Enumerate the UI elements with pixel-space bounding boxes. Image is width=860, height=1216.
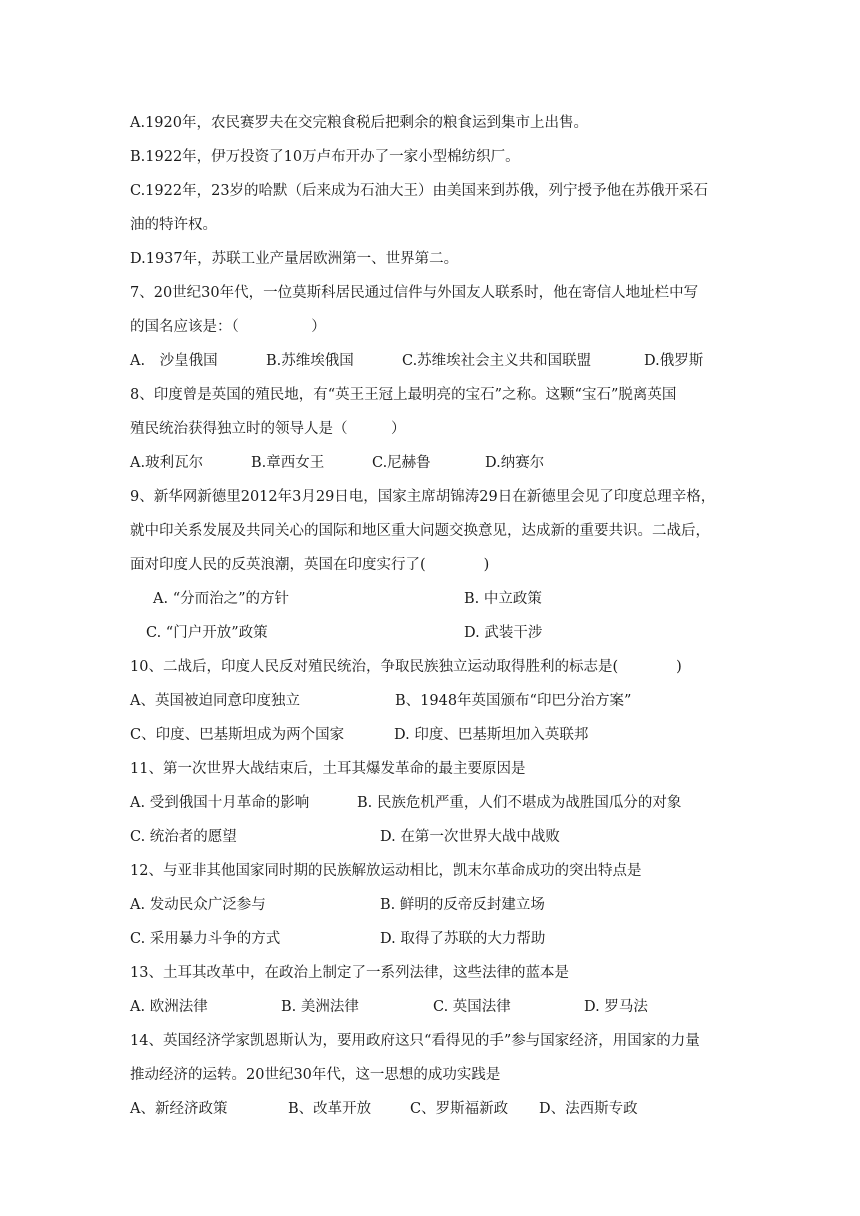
q8-option-b: B.章西女王 [251, 455, 325, 471]
q8-option-d: D.纳赛尔 [485, 455, 545, 471]
q12-option-d: D. 取得了苏联的大力帮助 [380, 931, 546, 947]
q13-option-d: D. 罗马法 [584, 999, 648, 1015]
q11-option-c: C. 统治者的愿望 [130, 829, 237, 845]
q9-stem-line-3: 面对印度人民的反英浪潮，英国在印度实行了( ) [130, 557, 490, 573]
q6-option-b: B.1922年，伊万投资了10万卢布开办了一家小型棉纺织厂。 [130, 149, 520, 165]
q9-option-c: C. “门户开放”政策 [146, 625, 268, 641]
q10-option-d: D. 印度、巴基斯坦加入英联邦 [394, 727, 589, 743]
q12-stem: 12、与亚非其他国家同时期的民族解放运动相比，凯末尔革命成功的突出特点是 [130, 863, 642, 879]
q9-option-a: A. “分而治之”的方针 [153, 591, 290, 607]
q10-option-c: C、印度、巴基斯坦成为两个国家 [130, 727, 345, 743]
q14-stem-line-2: 推动经济的运转。20世纪30年代，这一思想的成功实践是 [130, 1067, 501, 1083]
q7-stem-line-1: 7、20世纪30年代，一位莫斯科居民通过信件与外国友人联系时，他在寄信人地址栏中写 [130, 285, 699, 301]
q14-option-a: A、新经济政策 [130, 1101, 228, 1117]
q11-option-d: D. 在第一次世界大战中战败 [380, 829, 560, 845]
q7-option-d: D.俄罗斯 [644, 353, 704, 369]
q10-option-a: A、英国被迫同意印度独立 [130, 693, 300, 709]
q12-option-b: B. 鲜明的反帝反封建立场 [380, 897, 545, 913]
q12-option-a: A. 发动民众广泛参与 [130, 897, 266, 913]
q13-option-c: C. 英国法律 [433, 999, 511, 1015]
q13-stem: 13、土耳其改革中，在政治上制定了一系列法律，这些法律的蓝本是 [130, 965, 569, 981]
q14-option-d: D、法西斯专政 [539, 1101, 638, 1117]
q9-option-d: D. 武装干涉 [464, 625, 543, 641]
q9-stem-line-2: 就中印关系发展及共同关心的国际和地区重大问题交换意见，达成新的重要共识。二战后， [130, 523, 710, 539]
q8-option-c: C.尼赫鲁 [372, 455, 431, 471]
q8-stem-line-2: 殖民统治获得独立时的领导人是（ ） [130, 421, 406, 437]
q6-option-c: C.1922年，23岁的哈默（后来成为石油大王）由美国来到苏俄，列宁授予他在苏俄开采石 [130, 183, 709, 199]
q7-option-c: C.苏维埃社会主义共和国联盟 [402, 353, 592, 369]
q7-option-a: A. 沙皇俄国 [130, 353, 218, 369]
q14-option-c: C、罗斯福新政 [410, 1101, 509, 1117]
q11-option-b: B. 民族危机严重，人们不堪成为战胜国瓜分的对象 [357, 795, 682, 811]
q7-stem-line-2: 的国名应该是：（ ） [130, 319, 326, 335]
q6-option-a: A.1920年，农民赛罗夫在交完粮食税后把剩余的粮食运到集市上出售。 [130, 115, 588, 131]
q13-option-a: A. 欧洲法律 [130, 999, 208, 1015]
q11-option-a: A. 受到俄国十月革命的影响 [130, 795, 310, 811]
q14-stem-line-1: 14、英国经济学家凯恩斯认为，要用政府这只“看得见的手”参与国家经济，用国家的力量 [130, 1033, 700, 1049]
q6-option-c-cont: 油的特许权。 [130, 217, 217, 233]
q12-option-c: C. 采用暴力斗争的方式 [130, 931, 281, 947]
q10-option-b: B、1948年英国颁布“印巴分治方案” [395, 693, 632, 709]
q9-option-b: B. 中立政策 [464, 591, 542, 607]
q13-option-b: B. 美洲法律 [281, 999, 359, 1015]
q7-option-b: B.苏维埃俄国 [266, 353, 354, 369]
q6-option-d: D.1937年，苏联工业产量居欧洲第一、世界第二。 [130, 251, 459, 267]
q11-stem: 11、第一次世界大战结束后，土耳其爆发革命的最主要原因是 [130, 761, 526, 777]
q9-stem-line-1: 9、新华网新德里2012年3月29日电，国家主席胡锦涛29日在新德里会见了印度总理辛格， [130, 489, 716, 505]
q14-option-b: B、改革开放 [288, 1101, 372, 1117]
q8-option-a: A.玻利瓦尔 [130, 455, 204, 471]
q8-stem-line-1: 8、印度曾是英国的殖民地，有“英王王冠上最明亮的宝石”之称。这颗“宝石”脱离英国 [130, 387, 677, 403]
q10-stem: 10、二战后，印度人民反对殖民统治，争取民族独立运动取得胜利的标志是( ) [130, 659, 682, 675]
